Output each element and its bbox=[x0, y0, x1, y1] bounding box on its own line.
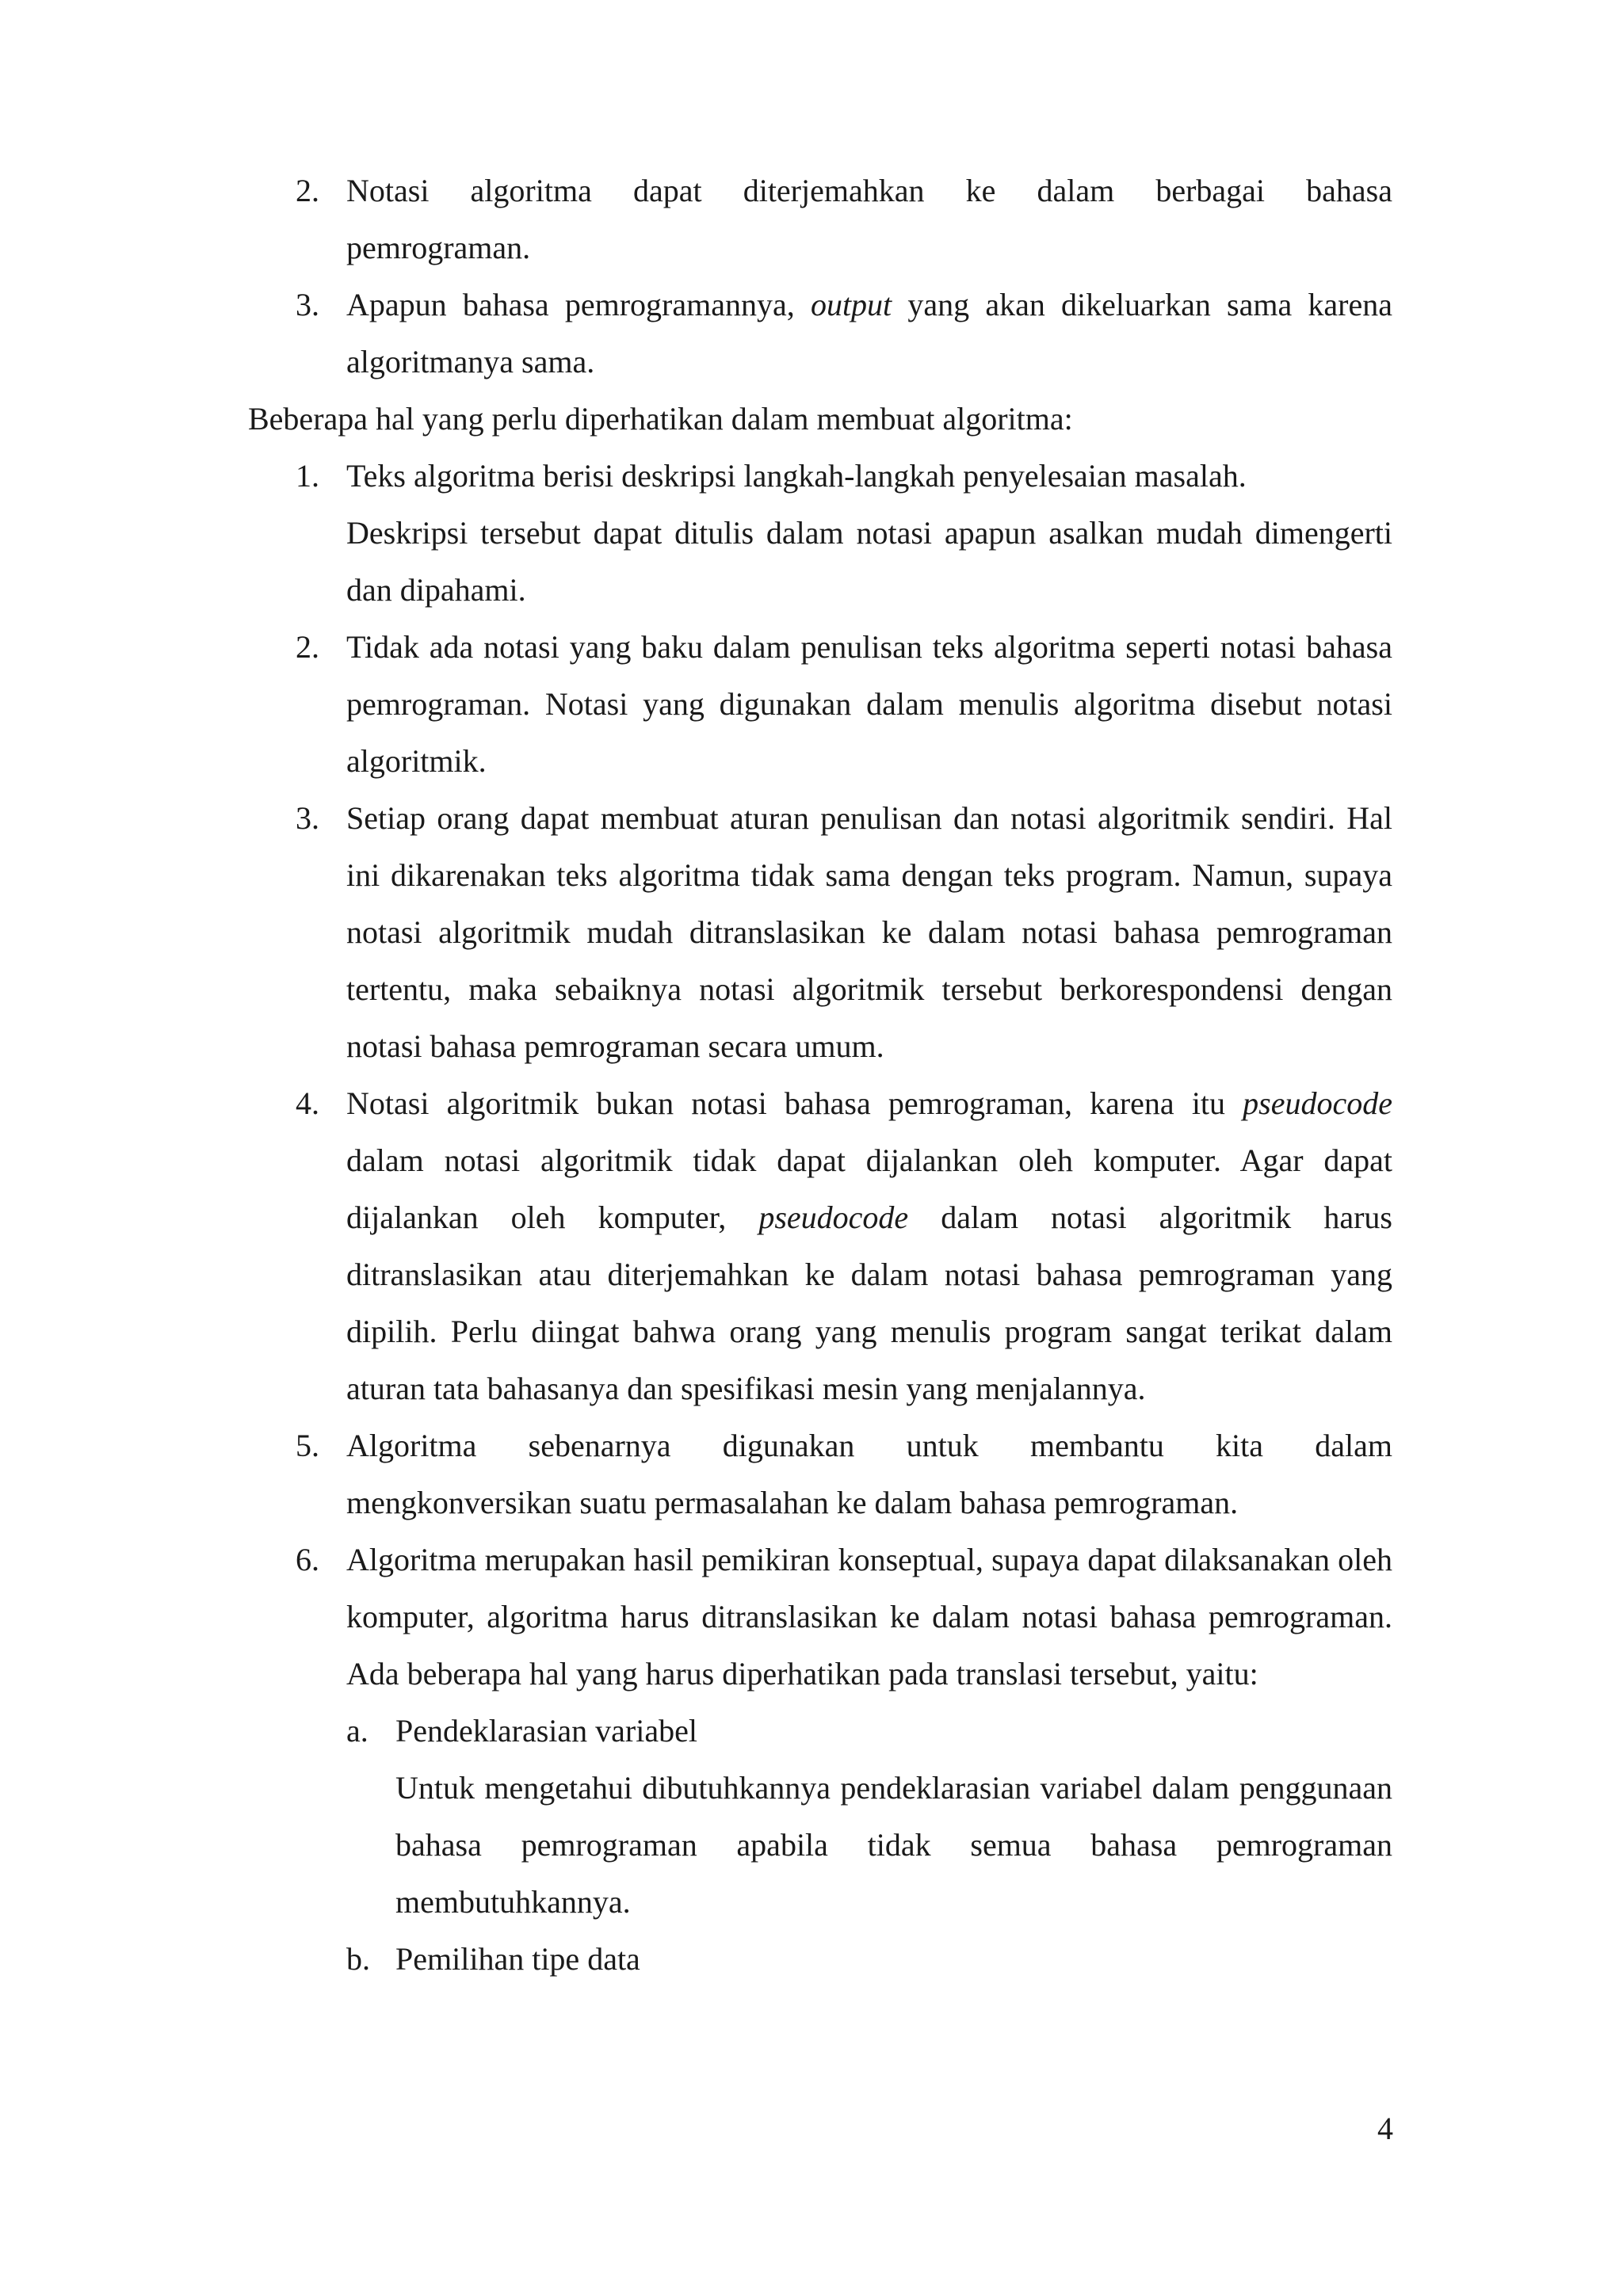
list-number: 2. bbox=[296, 173, 319, 208]
italic-term: output bbox=[810, 287, 892, 322]
list-item bbox=[248, 448, 1392, 619]
list-item-text bbox=[346, 277, 1392, 391]
list-number: 3. bbox=[296, 287, 319, 322]
italic-term: pseudocode bbox=[758, 1199, 909, 1235]
list-item bbox=[248, 1075, 1392, 1417]
list-item bbox=[248, 619, 1392, 790]
text-segment: Apapun bahasa pemrogramannya, bbox=[346, 287, 811, 322]
list-item-text: Algoritma merupakan hasil pemikiran konseptual, supaya dapat dilaksanakan oleh komputer, algoritma harus ditranslasikan ke dalam notasi bahasa pemrograman. Ada beberapa hal yang harus diperhatikan pada translasi tersebut, yaitu: bbox=[346, 1542, 1392, 1691]
list-number: 3. bbox=[296, 800, 319, 836]
list-item bbox=[248, 1531, 1392, 1988]
list-item bbox=[248, 790, 1392, 1075]
main-list bbox=[248, 448, 1392, 1988]
page-content bbox=[248, 162, 1392, 1988]
list-item-text: Setiap orang dapat membuat aturan penulisan dan notasi algoritmik sendiri. Hal ini dikarenakan teks algoritma tidak sama dengan teks program. Namun, supaya notasi algoritmik mudah ditranslasikan ke dalam notasi bahasa pemrograman tertentu, maka sebaiknya notasi algoritmik tersebut berkorespondensi dengan notasi bahasa pemrograman secara umum. bbox=[346, 800, 1392, 1064]
sub-list-letter: a. bbox=[346, 1713, 369, 1749]
list-item bbox=[248, 1417, 1392, 1531]
sub-item-title: Pendeklarasian variabel bbox=[395, 1713, 697, 1749]
list-item-line: mengkonversikan suatu permasalahan ke dalam bahasa pemrograman. bbox=[346, 1485, 1239, 1520]
list-number: 1. bbox=[296, 458, 319, 494]
intro-paragraph: Beberapa hal yang perlu diperhatikan dalam membuat algoritma: bbox=[248, 401, 1073, 437]
sub-list-letter: b. bbox=[346, 1941, 370, 1977]
list-item-line: Notasi algoritma dapat diterjemahkan ke dalam berbagai bahasa bbox=[346, 173, 1392, 208]
list-number: 2. bbox=[296, 629, 319, 665]
list-item bbox=[248, 277, 1392, 391]
sub-list-item bbox=[346, 1931, 1392, 1988]
text-segment: dalam notasi algoritmik tidak dapat dijalankan oleh komputer. Agar dapat dijalankan oleh komputer, bbox=[346, 1142, 1392, 1235]
sub-list-item bbox=[346, 1703, 1392, 1931]
list-number: 6. bbox=[296, 1542, 319, 1577]
list-item-text bbox=[346, 1075, 1392, 1417]
italic-term: pseudocode bbox=[1243, 1085, 1392, 1121]
text-segment: yang akan dikeluarkan sama karena algoritmanya sama. bbox=[346, 287, 1392, 379]
text-segment: dalam notasi algoritmik harus ditranslasikan atau diterjemahkan ke dalam notasi bahasa pemrograman yang dipilih. Perlu diingat bahwa orang yang menulis program sangat terikat dalam aturan tata bahasanya dan spesifikasi mesin yang menjalannya. bbox=[346, 1199, 1392, 1406]
text-segment: Notasi algoritmik bukan notasi bahasa pemrograman, karena itu bbox=[346, 1085, 1243, 1121]
sub-list bbox=[346, 1703, 1392, 1988]
page-number: 4 bbox=[1377, 2111, 1393, 2146]
list-item-text: Deskripsi tersebut dapat ditulis dalam notasi apapun asalkan mudah dimengerti dan dipahami. bbox=[346, 515, 1392, 608]
sub-item-body: Untuk mengetahui dibutuhkannya pendeklarasian variabel dalam penggunaan bahasa pemrograman apabila tidak semua bahasa pemrograman membutuhkannya. bbox=[395, 1770, 1392, 1920]
sub-item-title: Pemilihan tipe data bbox=[395, 1941, 640, 1977]
list-item-line: Algoritma sebenarnya digunakan untuk membantu kita dalam bbox=[346, 1428, 1392, 1463]
list-item bbox=[248, 162, 1392, 277]
list-item-line: pemrograman. bbox=[346, 230, 531, 265]
list-number: 4. bbox=[296, 1085, 319, 1121]
list-item-text: Tidak ada notasi yang baku dalam penulisan teks algoritma seperti notasi bahasa pemrograman. Notasi yang digunakan dalam menulis algoritma disebut notasi algoritmik. bbox=[346, 629, 1392, 779]
continued-list bbox=[248, 162, 1392, 391]
list-number: 5. bbox=[296, 1428, 319, 1463]
list-item-line: Teks algoritma berisi deskripsi langkah-langkah penyelesaian masalah. bbox=[346, 458, 1247, 494]
